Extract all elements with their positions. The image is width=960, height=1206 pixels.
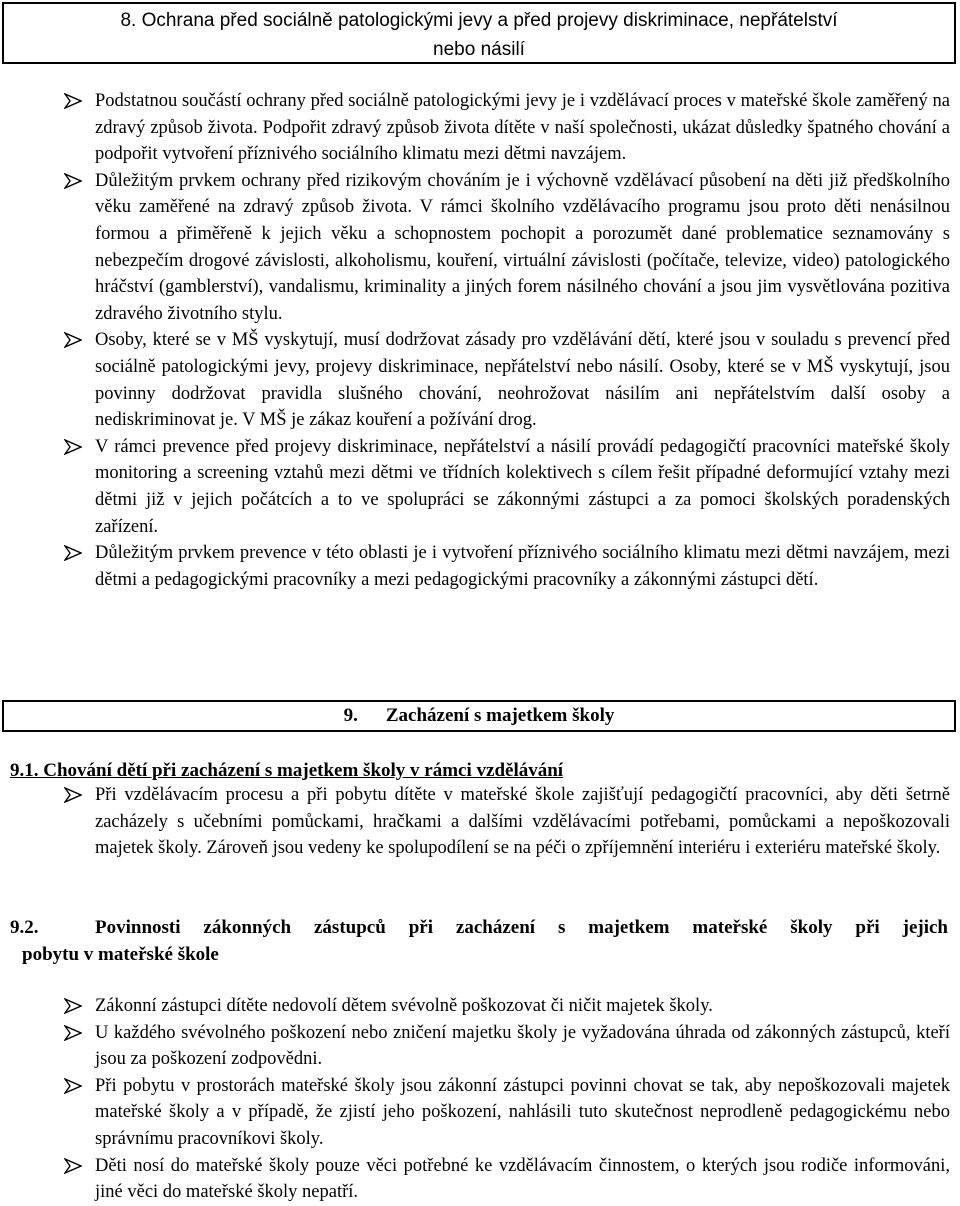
list-item-text: Při vzdělávacím procesu a při pobytu dítěte v mateřské škole zajišťují pedagogičtí pracovníci, aby děti šetrně zacházely s učebními pomůckami, hračkami a dalšími vzdělávacími potřebami, pomůckami a nepoškozovali majetek školy. Zároveň jsou vedeny ke spolupodílení se na péči o zpříjemnění interiéru i exteriéru mateřské školy. (95, 785, 950, 859)
list-item-text: Děti nosí do mateřské školy pouze věci potřebné ke vzdělávacím činnostem, o kterých jsou rodiče informováni, jiné věci do mateřské školy nepatří. (95, 1155, 950, 1203)
subsection-9-1-heading-text: 9.1. Chování dětí při zacházení s majetkem školy v rámci vzdělávání (10, 760, 564, 781)
arrowhead-bullet-icon (64, 1158, 82, 1174)
list-item (0, 1020, 960, 1073)
arrowhead-bullet-icon (64, 998, 82, 1014)
list-item (0, 993, 960, 1020)
list-item-text: Při pobytu v prostorách mateřské školy jsou zákonní zástupci povinni chovat se tak, aby nepoškozovali majetek mateřské školy a v případě, že zjistí jeho poškození, nahlásili tuto skutečnost neprodleně pedagogickému nebo správnímu pracovníkovi školy. (95, 1075, 950, 1149)
arrowhead-bullet-icon (64, 1025, 82, 1041)
section-8-list (0, 88, 960, 593)
list-item-text: Osoby, které se v MŠ vyskytují, musí dodržovat zásady pro vzdělávání dětí, které jsou v souladu s prevencí před sociálně patologickými jevy, projevy diskriminace, nepřátelství nebo násilí. Osoby, které se v MŠ vyskytují, jsou povinny dodržovat pravidla slušného chování, neohrožovat násilím ani nepřátelstvím další osoby a nediskriminovat je. V MŠ je zákaz kouření a požívání drog. (95, 330, 950, 431)
section-9-number: 9. (343, 705, 358, 726)
section-8-title-line-1: 8. Ochrana před sociálně patologickými jevy a před projevy diskriminace, nepřátelství (120, 10, 838, 31)
subsection-9-2-heading (10, 914, 948, 968)
arrowhead-bullet-icon (64, 1078, 82, 1094)
list-item-text: U každého svévolného poškození nebo zničení majetku školy je vyžadována úhrada od zákonných zástupců, kteří jsou za poškození zodpovědni. (95, 1022, 950, 1070)
list-item (0, 88, 960, 168)
subsection-9-2-heading-line-1: Povinnosti zákonných zástupců při zacházení s majetkem mateřské školy při jejich (95, 917, 948, 938)
section-8-title-line-2: nebo násilí (433, 39, 525, 60)
subsection-9-1-list (0, 782, 960, 862)
subsection-9-2-heading-line-2: pobytu v mateřské škole (22, 944, 219, 965)
list-item (0, 327, 960, 433)
list-item (0, 1153, 960, 1206)
list-item-text: Zákonní zástupci dítěte nedovolí dětem svévolně poškozovat či ničit majetek školy. (95, 996, 713, 1016)
arrowhead-bullet-icon (64, 439, 82, 455)
section-9-title-box (2, 700, 956, 732)
list-item-text: Důležitým prvkem prevence v této oblasti je i vytvoření příznivého sociálního klimatu mezi dětmi navzájem, mezi dětmi a pedagogickými pracovníky a mezi pedagogickými pracovníky a zákonnými zástupci dětí. (95, 543, 950, 590)
list-item (0, 168, 960, 328)
arrowhead-bullet-icon (64, 173, 82, 189)
list-item-text: Podstatnou součástí ochrany před sociálně patologickými jevy je i vzdělávací proces v mateřské škole zaměřený na zdravý způsob života. Podpořit zdravý způsob života dítěte v naší společnosti, ukázat důsledky špatného chování a podpořit vytvoření příznivého sociálního klimatu mezi dětmi navzájem. (95, 91, 950, 165)
list-item (0, 782, 960, 862)
arrowhead-bullet-icon (64, 93, 82, 109)
subsection-9-2-number: 9.2. (10, 917, 39, 938)
arrowhead-bullet-icon (64, 332, 82, 348)
list-item (0, 434, 960, 540)
subsection-9-2-list (0, 993, 960, 1206)
list-item-text: V rámci prevence před projevy diskriminace, nepřátelství a násilí provádí pedagogičtí pracovníci mateřské školy monitoring a screening vztahů mezi dětmi ve třídních kolektivech s cílem řešit případné deformující vztahy mezi dětmi již v jejich počátcích a to ve spolupráci se zákonnými zástupci a za pomoci školských poradenských zařízení. (95, 436, 950, 537)
list-item (0, 540, 960, 593)
section-9-title: Zacházení s majetkem školy (385, 705, 615, 726)
section-8-title-box (2, 2, 956, 64)
arrowhead-bullet-icon (64, 545, 82, 561)
list-item-text: Důležitým prvkem ochrany před rizikovým chováním je i výchovně vzdělávací působení na děti již předškolního věku zaměřené na zdravý způsob života. V rámci školního vzdělávacího programu jsou proto děti nenásilnou formou a přiměřeně k jejich věku a schopnostem pochopit a porozumět dané problematice seznamovány s nebezpečím drogové závislosti, alkoholismu, kouření, virtuální závislosti (počítače, televize, video) patologického hráčství (gamblerství), vandalismu, kriminality a jiných forem násilného chování a jsou jim vysvětlována pozitiva zdravého životního stylu. (95, 170, 950, 324)
list-item (0, 1073, 960, 1153)
arrowhead-bullet-icon (64, 787, 82, 803)
subsection-9-1-heading (10, 757, 563, 784)
